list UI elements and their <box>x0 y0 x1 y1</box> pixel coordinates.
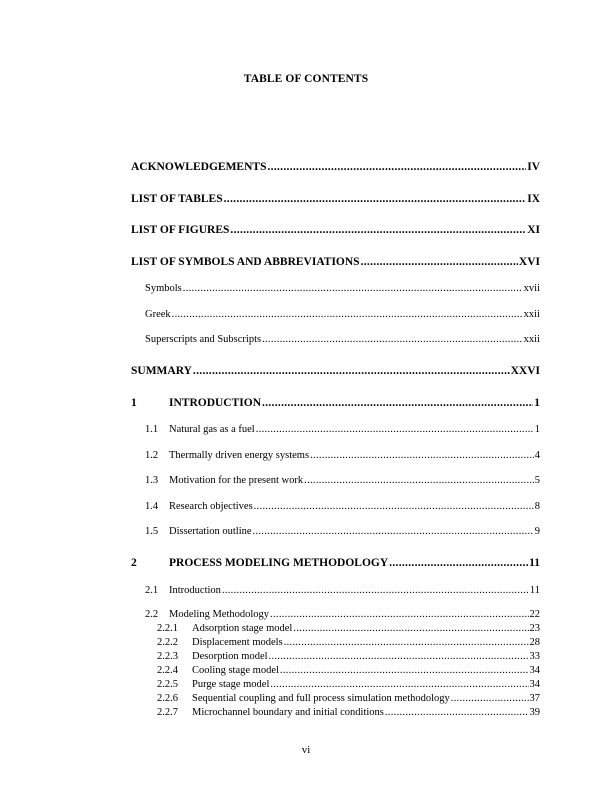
toc-section-2-1[interactable] <box>145 585 540 596</box>
toc-entry-superscripts[interactable] <box>145 334 540 345</box>
dot-leader <box>267 161 526 173</box>
toc-entry-page: 34 <box>529 679 540 690</box>
toc-entry-page: 34 <box>529 665 540 676</box>
toc-entry-label: Sequential coupling and full process simulation methodology <box>192 693 450 704</box>
toc-entry-page: 23 <box>529 623 540 634</box>
dot-leader <box>254 501 534 512</box>
toc-entry-label: Introduction <box>169 585 221 596</box>
toc-section-1-1[interactable] <box>145 424 540 435</box>
toc-subsection-2-2-3[interactable] <box>157 651 540 662</box>
dot-leader <box>224 193 527 205</box>
toc-section-1-5[interactable] <box>145 526 540 537</box>
toc-entry-summary[interactable] <box>131 365 540 377</box>
toc-entry-label: Motivation for the present work <box>169 475 304 486</box>
dot-leader <box>270 609 528 620</box>
toc-entry-page: 8 <box>534 501 540 512</box>
chapter-number: 2 <box>131 557 137 569</box>
toc-entry-page: XXVI <box>510 365 540 377</box>
subsection-number: 2.2.3 <box>157 651 178 662</box>
toc-entry-label: LIST OF SYMBOLS AND ABBREVIATIONS <box>131 256 360 268</box>
toc-entry-label: Modeling Methodology <box>169 609 270 620</box>
toc-section-1-2[interactable] <box>145 450 540 461</box>
toc-entry-label: SUMMARY <box>131 365 192 377</box>
toc-section-1-3[interactable] <box>145 475 540 486</box>
dot-leader <box>389 557 528 569</box>
toc-entry-label: Dissertation outline <box>169 526 252 537</box>
dot-leader <box>193 365 510 377</box>
toc-entry-page: 11 <box>529 585 540 596</box>
toc-chapter-2[interactable] <box>131 557 540 569</box>
dot-leader <box>256 424 534 435</box>
toc-entry-page: 28 <box>529 637 540 648</box>
dot-leader <box>293 623 528 634</box>
dot-leader <box>385 707 529 718</box>
section-number: 1.1 <box>145 424 159 435</box>
toc-entry-label: ACKNOWLEDGEMENTS <box>131 161 267 173</box>
dot-leader <box>262 397 533 409</box>
toc-entry-label: Displacement models <box>192 637 283 648</box>
toc-entry-label: Desorption model <box>192 651 268 662</box>
toc-entry-label: Adsorption stage model <box>192 623 293 634</box>
toc-entry-label: INTRODUCTION <box>169 397 262 409</box>
toc-entry-page: IV <box>527 161 540 173</box>
toc-entry-list-of-tables[interactable] <box>131 193 540 205</box>
dot-leader <box>280 665 529 676</box>
section-number: 1.4 <box>145 501 159 512</box>
toc-entry-symbols[interactable] <box>145 283 540 294</box>
dot-leader <box>183 283 523 294</box>
toc-entry-page: 39 <box>529 707 540 718</box>
toc-subsection-2-2-5[interactable] <box>157 679 540 690</box>
page-number: vi <box>301 744 311 756</box>
toc-entry-page: xvii <box>523 283 540 294</box>
section-number: 1.3 <box>145 475 159 486</box>
toc-section-2-2[interactable] <box>145 609 540 620</box>
toc-entry-label: Symbols <box>145 283 182 294</box>
toc-entry-label: Thermally driven energy systems <box>169 450 310 461</box>
toc-entry-page: IX <box>527 193 540 205</box>
toc-entry-label: Natural gas as a fuel <box>169 424 255 435</box>
dot-leader <box>262 334 523 345</box>
dot-leader <box>230 224 526 236</box>
dot-leader <box>304 475 534 486</box>
subsection-number: 2.2.5 <box>157 679 178 690</box>
section-number: 1.5 <box>145 526 159 537</box>
toc-entry-page: 22 <box>529 609 540 620</box>
dot-leader <box>284 637 529 648</box>
dot-leader <box>222 585 529 596</box>
toc-entry-label: LIST OF FIGURES <box>131 224 230 236</box>
toc-entry-list-of-symbols[interactable] <box>131 256 540 268</box>
toc-entry-page: XVI <box>518 256 540 268</box>
toc-entry-page: 1 <box>534 397 540 409</box>
toc-entry-label: PROCESS MODELING METHODOLOGY <box>169 557 389 569</box>
dot-leader <box>361 256 518 268</box>
toc-section-1-4[interactable] <box>145 501 540 512</box>
section-number: 2.1 <box>145 585 159 596</box>
toc-entry-page: 5 <box>534 475 540 486</box>
toc-entry-label: Greek <box>145 309 171 320</box>
toc-entry-label: Purge stage model <box>192 679 270 690</box>
toc-entry-page: xxii <box>523 334 540 345</box>
toc-subsection-2-2-6[interactable] <box>157 693 540 704</box>
dot-leader <box>451 693 529 704</box>
toc-entry-page: 11 <box>529 557 540 569</box>
toc-entry-page: XI <box>527 224 540 236</box>
toc-entry-label: Superscripts and Subscripts <box>145 334 262 345</box>
toc-subsection-2-2-2[interactable] <box>157 637 540 648</box>
subsection-number: 2.2.2 <box>157 637 178 648</box>
chapter-number: 1 <box>131 397 137 409</box>
dot-leader <box>270 679 528 690</box>
toc-chapter-1[interactable] <box>131 397 540 409</box>
subsection-number: 2.2.1 <box>157 623 178 634</box>
subsection-number: 2.2.4 <box>157 665 178 676</box>
toc-entry-page: 37 <box>529 693 540 704</box>
page-title: TABLE OF CONTENTS <box>243 73 369 85</box>
dot-leader <box>310 450 534 461</box>
toc-subsection-2-2-7[interactable] <box>157 707 540 718</box>
toc-entry-acknowledgements[interactable] <box>131 161 540 173</box>
toc-entry-page: xxii <box>523 309 540 320</box>
section-number: 2.2 <box>145 609 159 620</box>
toc-entry-label: Cooling stage model <box>192 665 279 676</box>
toc-entry-label: Research objectives <box>169 501 253 512</box>
subsection-number: 2.2.6 <box>157 693 178 704</box>
toc-entry-greek[interactable] <box>145 309 540 320</box>
toc-entry-page: 33 <box>529 651 540 662</box>
toc-subsection-2-2-1[interactable] <box>157 623 540 634</box>
toc-entry-page: 9 <box>534 526 540 537</box>
dot-leader <box>172 309 523 320</box>
toc-entry-label: LIST OF TABLES <box>131 193 223 205</box>
subsection-number: 2.2.7 <box>157 707 178 718</box>
toc-subsection-2-2-4[interactable] <box>157 665 540 676</box>
toc-entry-label: Microchannel boundary and initial conditions <box>192 707 384 718</box>
toc-entry-page: 1 <box>534 424 540 435</box>
dot-leader <box>253 526 534 537</box>
dot-leader <box>269 651 529 662</box>
section-number: 1.2 <box>145 450 159 461</box>
toc-entry-list-of-figures[interactable] <box>131 224 540 236</box>
toc-entry-page: 4 <box>534 450 540 461</box>
